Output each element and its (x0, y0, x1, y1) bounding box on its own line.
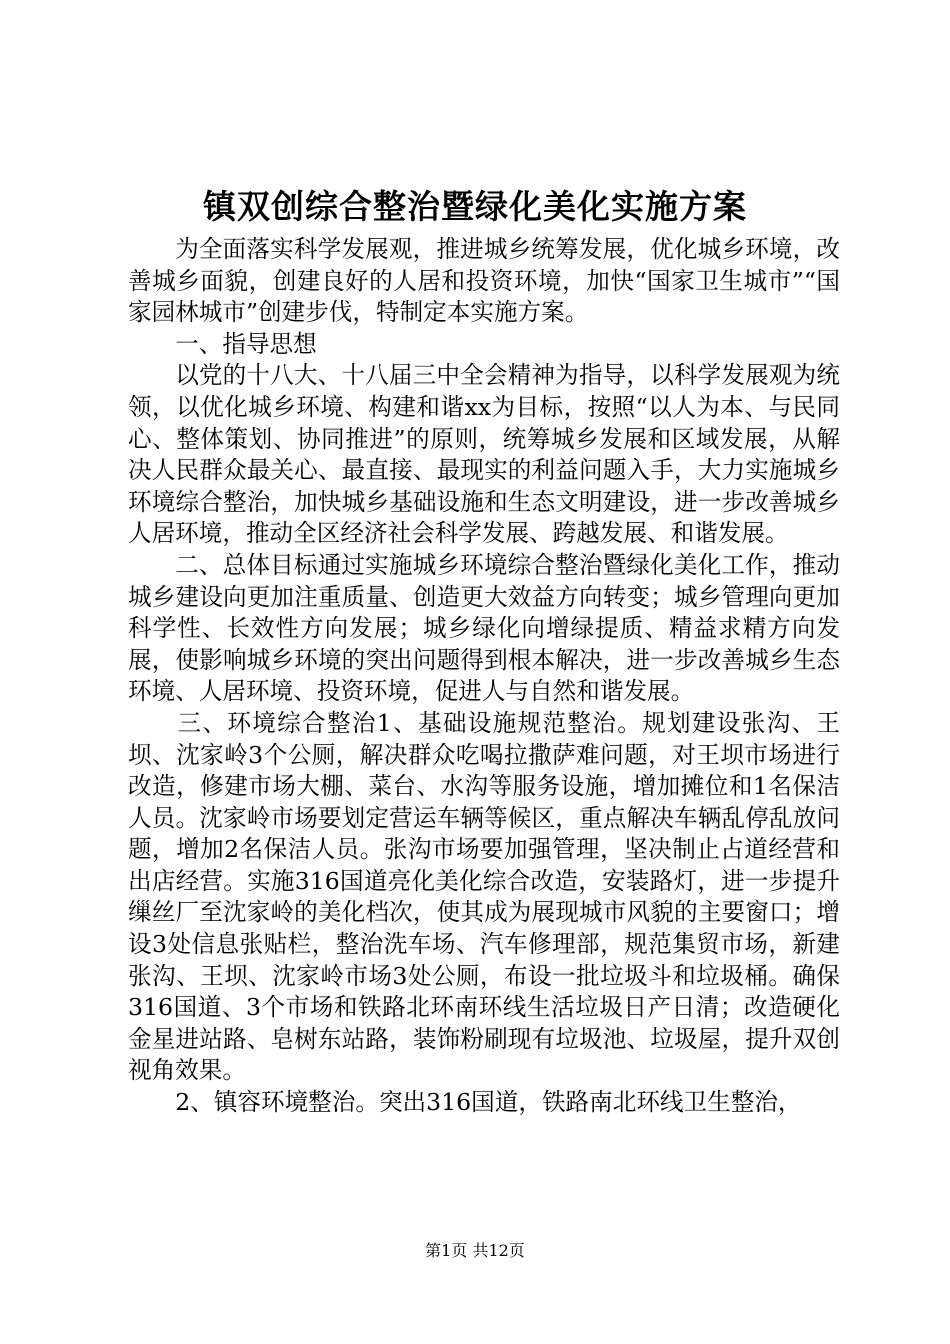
paragraph-intro: 为全面落实科学发展观，推进城乡统筹发展，优化城乡环境，改善城乡面貌，创建良好的人居和投资环境，加快“国家卫生城市”“国家园林城市”创建步伐，特制定本实施方案。 (128, 235, 840, 327)
document-title: 镇双创综合整治暨绿化美化实施方案 (203, 187, 747, 226)
section-heading-guiding-ideology: 一、指导思想 (175, 329, 317, 358)
document-body (128, 234, 840, 1119)
paragraph-environment-rectification: 三、环境综合整治1、基础设施规范整治。规划建设张沟、王坝、沈家岭3个公厕，解决群众吃喝拉撒萨难问题，对王坝市场进行改造，修建市场大棚、菜台、水沟等服务设施，增加摊位和1名保洁人员。沈家岭市场要划定营运车辆等候区，重点解决车辆乱停乱放问题，增加2名保洁人员。张沟市场要加强管理，坚决制止占道经营和出店经营。实施316国道亮化美化综合改造，安装路灯，进一步提升缫丝厂至沈家岭的美化档次，使其成为展现城市风貌的主要窗口；增设3处信息张贴栏，整治洗车场、汽车修理部，规范集贸市场，新建张沟、王坝、沈家岭市场3处公厕，布设一批垃圾斗和垃圾桶。确保316国道、3个市场和铁路北环南环线生活垃圾日产日清；改造硬化金星进站路、皂树东站路，装饰粉刷现有垃圾池、垃圾屋，提升双创视角效果。 (128, 708, 840, 1085)
page-number-footer: 第1页 共12页 (425, 1241, 525, 1260)
paragraph-town-appearance: 2、镇容环境整治。突出316国道，铁路南北环线卫生整治， (175, 1088, 802, 1117)
paragraph-guiding-ideology: 以党的十八大、十八届三中全会精神为指导，以科学发展观为统领，以优化城乡环境、构建和谐xx为目标，按照“以人为本、与民同心、整体策划、协同推进”的原则，统筹城乡发展和区域发展，从解决人民群众最关心、最直接、最现实的利益问题入手，大力实施城乡环境综合整治，加快城乡基础设施和生态文明建设，进一步改善城乡人居环境，推动全区经济社会科学发展、跨越发展、和谐发展。 (128, 361, 840, 548)
paragraph-overall-goals: 二、总体目标通过实施城乡环境综合整治暨绿化美化工作，推动城乡建设向更加注重质量、创造更大效益方向转变；城乡管理向更加科学性、长效性方向发展；城乡绿化向增绿提质、精益求精方向发展，使影响城乡环境的突出问题得到根本解决，进一步改善城乡生态环境、人居环境、投资环境，促进人与自然和谐发展。 (128, 550, 840, 706)
